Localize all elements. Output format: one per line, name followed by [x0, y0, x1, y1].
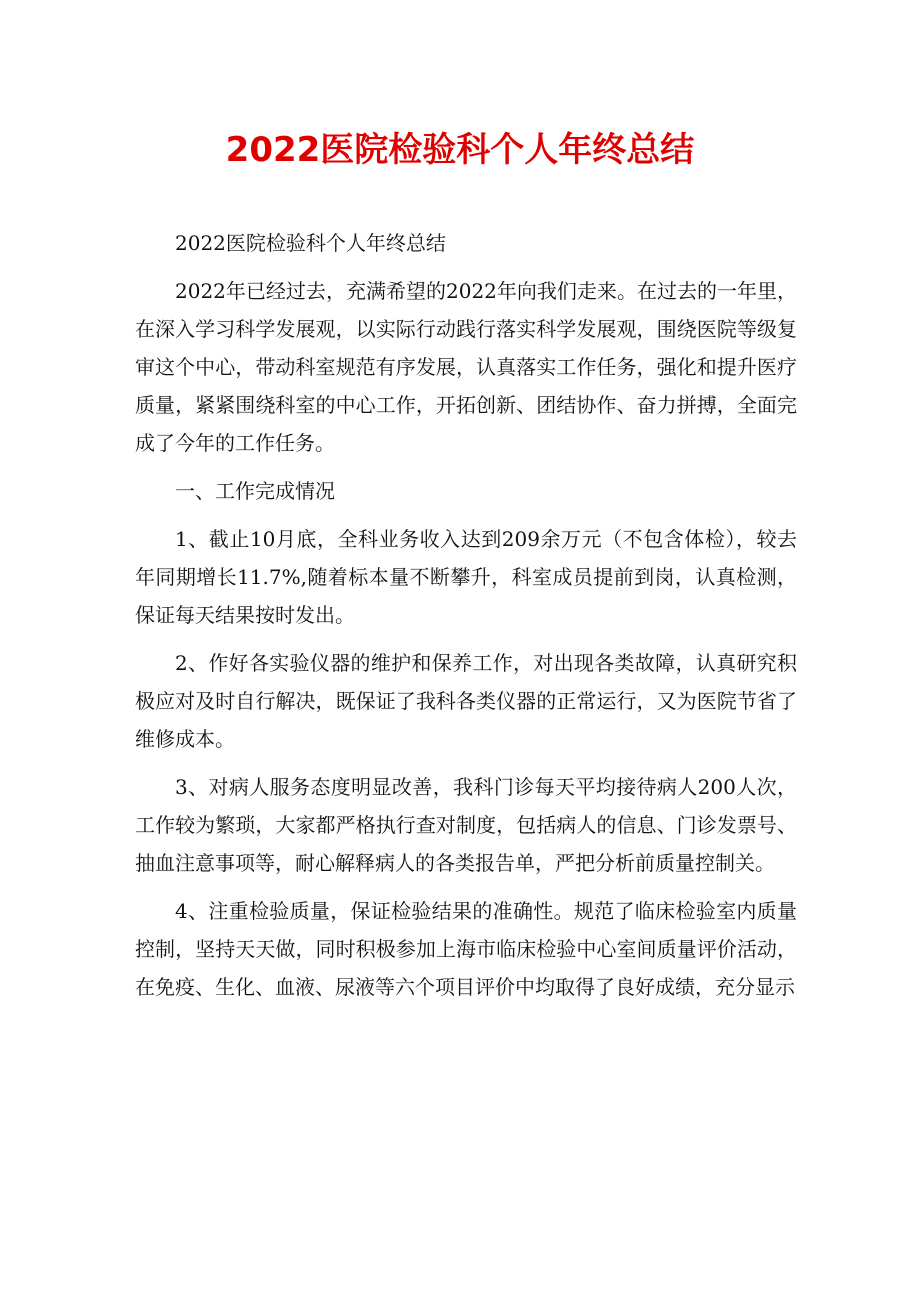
paragraph-item-2: 2、作好各实验仪器的维护和保养工作，对出现各类故障，认真研究积极应对及时自行解决，既保证了我科各类仪器的正常运行，又为医院节省了维修成本。 — [135, 651, 797, 751]
paragraph-item-3: 3、对病人服务态度明显改善，我科门诊每天平均接待病人200人次，工作较为繁琐，大家都严格执行查对制度，包括病人的信息、门诊发票号、抽血注意事项等，耐心解释病人的各类报告单，严把分析前质量控制关。 — [135, 775, 797, 875]
paragraph-subtitle: 2022医院检验科个人年终总结 — [175, 231, 446, 255]
document-body — [135, 224, 797, 1016]
section-heading: 一、工作完成情况 — [175, 479, 335, 503]
document-title: 2022医院检验科个人年终总结 — [225, 130, 695, 170]
paragraph-intro: 2022年已经过去，充满希望的2022年向我们走来。在过去的一年里，在深入学习科学发展观，以实际行动践行落实科学发展观，围绕医院等级复审这个中心，带动科室规范有序发展，认真落实工作任务，强化和提升医疗质量，紧紧围绕科室的中心工作，开拓创新、团结协作、奋力拼搏，全面完成了今年的工作任务。 — [135, 279, 797, 455]
paragraph-item-1: 1、截止10月底，全科业务收入达到209余万元（不包含体检），较去年同期增长11.7%,随着标本量不断攀升，科室成员提前到岗，认真检测，保证每天结果按时发出。 — [135, 527, 797, 627]
paragraph-item-4: 4、注重检验质量，保证检验结果的准确性。规范了临床检验室内质量控制，坚持天天做，同时积极参加上海市临床检验中心室间质量评价活动，在免疫、生化、血液、尿液等六个项目评价中均取得了良好成绩，充分显示 — [135, 899, 797, 999]
